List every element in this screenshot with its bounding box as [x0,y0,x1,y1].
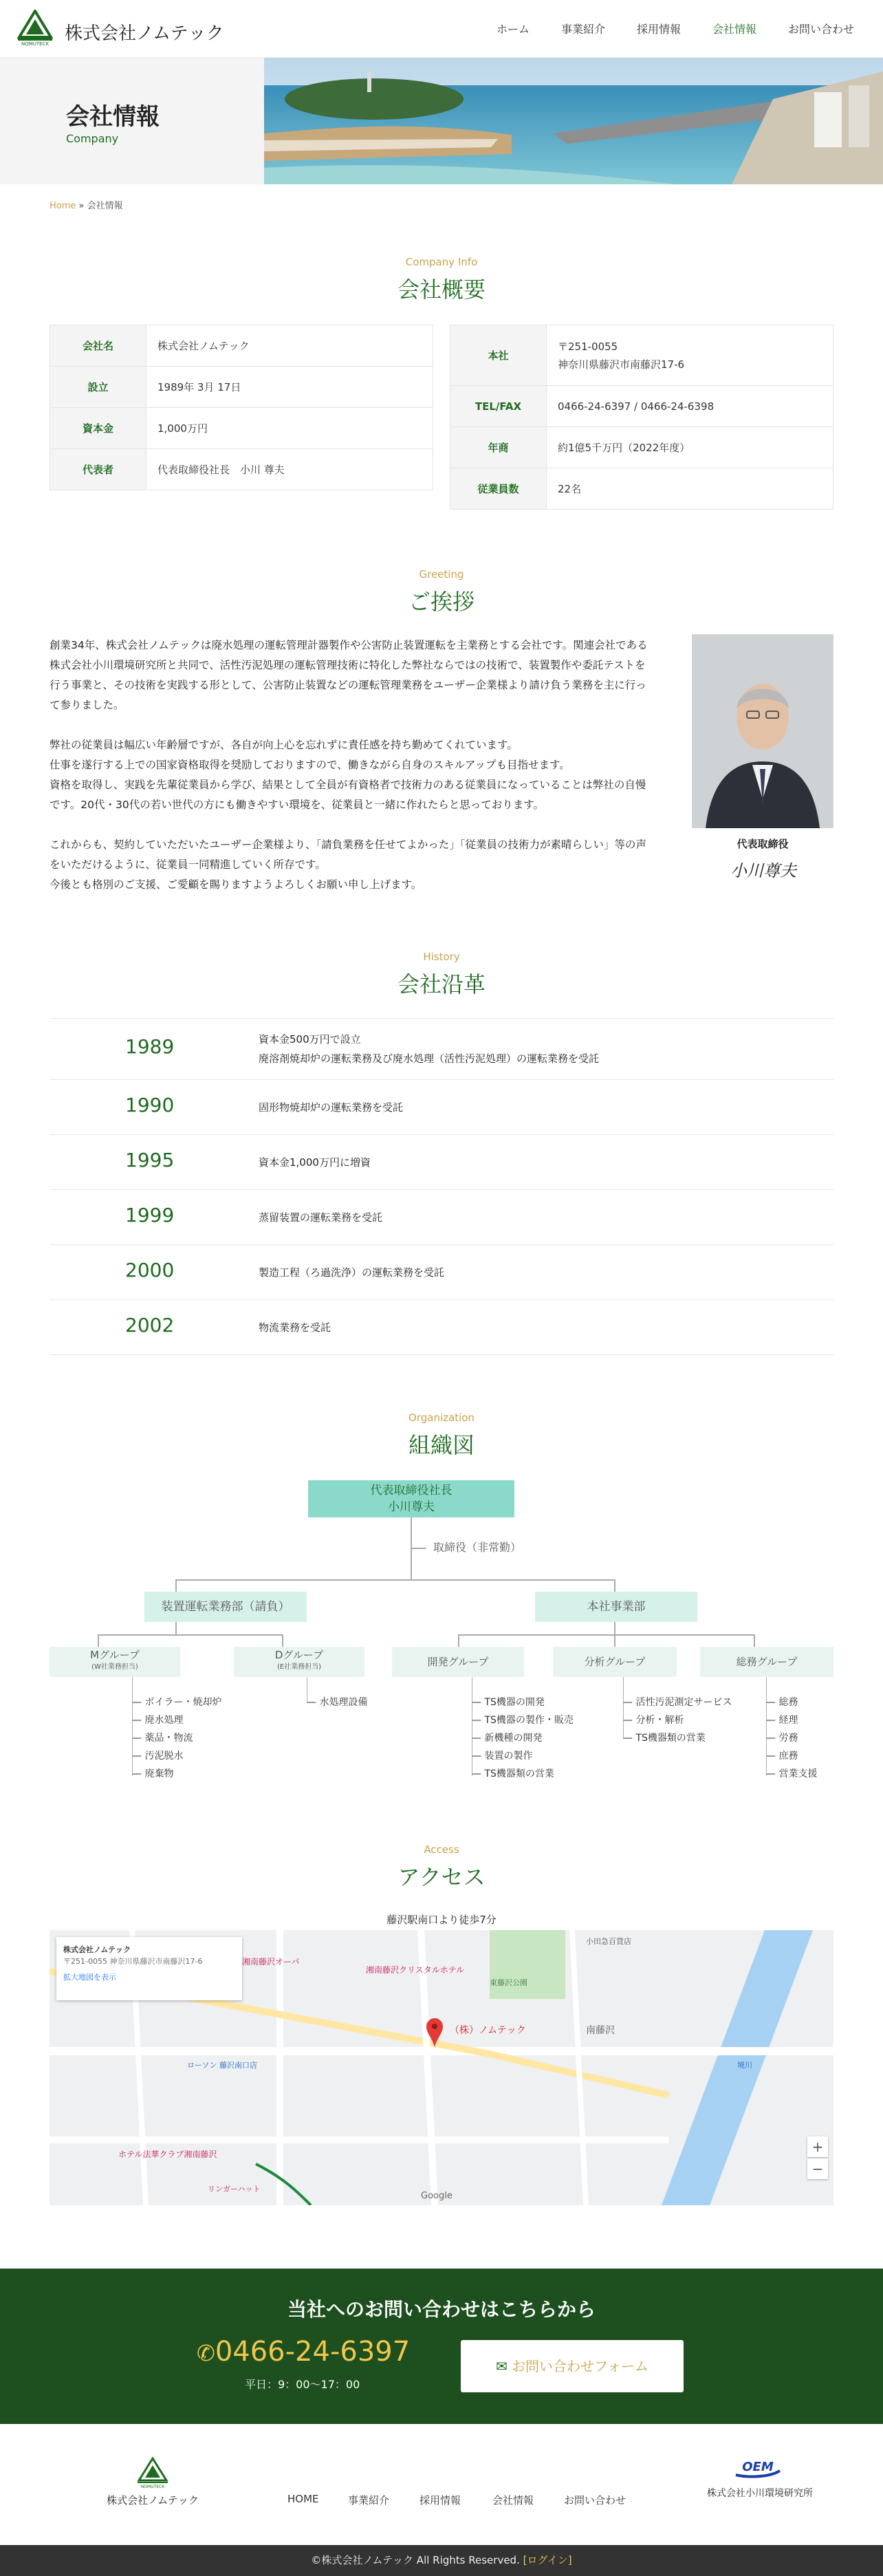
org-label-en: Organization [408,1411,475,1424]
greeting-paragraph [50,735,655,815]
access-title: アクセス [397,1864,486,1890]
org-connector [614,1622,615,1634]
org-group-dev: 開発グループ [392,1647,524,1677]
login-link[interactable]: [ログイン] [523,2554,572,2566]
breadcrumb-home[interactable]: Home [50,201,76,211]
greeting-label-en: Greeting [419,568,464,581]
site-title[interactable]: 株式会社ノムテック [65,23,224,44]
history-text: 製造工程（ろ過洗浄）の運転業務を受託 [259,1266,445,1279]
history-row [50,1245,833,1300]
org-group-general: 総務グループ [700,1647,833,1677]
history-row [50,1018,833,1080]
svg-text:ローソン 藤沢南口店: ローソン 藤沢南口店 [187,2061,258,2070]
org-leaf-list-d: — 水処理設備 [307,1697,368,1708]
history-year: 1990 [125,1094,175,1116]
org-leaf-list-analysis: — 活性汚泥測定サービス — 分析・解析 — TS機器類の営業 [623,1697,732,1744]
history-text: 固形物焼却炉の運転業務を受託 [259,1101,404,1114]
copyright-text: ©株式会社ノムテック All Rights Reserved. [311,2554,520,2566]
company-logo-icon[interactable] [15,10,55,47]
map-zoom-out-button[interactable]: − [807,2158,828,2179]
org-group-d: Dグループ (E社業務担当) [234,1647,364,1677]
footer-nav-recruit[interactable]: 採用情報 [419,2494,461,2507]
mail-icon: ✉ [495,2358,508,2374]
greeting-line: これからも、契約していただいたユーザー企業様より、「請負業務を任せてよかった」「従業員の技術力が素晴らしい」等の声をいただけるように、従業員一同精進していく所存です。 [50,838,647,871]
table-row [450,427,833,468]
org-connector [98,1634,99,1647]
greeting-paragraph [50,835,655,895]
overview-table-right [450,325,833,510]
site-footer [0,2424,883,2545]
history-text: 蒸留装置の運転業務を受託 [259,1211,383,1224]
map-marker-label: （株）ノムテック [450,2025,526,2036]
org-board: 取締役（非常勤） [433,1541,522,1554]
history-row [50,1300,833,1355]
contact-hours: 平日：9：00〜17：00 [245,2378,360,2391]
address: 神奈川県藤沢市南藤沢17-6 [558,358,685,371]
row-key: 設立 [50,367,146,408]
footer-nav-contact[interactable]: お問い合わせ [564,2494,626,2507]
org-connector [175,1579,177,1592]
row-key: 代表者 [50,449,146,490]
table-row [450,325,833,386]
postal-code: 〒251-0055 [558,340,618,353]
org-leaf-list-general: — 総務 — 経理 — 労務 — 庶務 — 営業支援 [766,1697,818,1779]
row-value: 1,000万円 [146,408,433,449]
table-row [50,367,433,408]
org-dept-a: 装置運転業務部（請負） [144,1592,307,1622]
footer-nav-home[interactable]: HOME [287,2493,319,2505]
table-row [450,468,833,510]
hero-coastline-image [264,58,883,184]
site-header [0,0,883,58]
org-connector [754,1634,755,1647]
footer-company-name: 株式会社ノムテック [107,2494,199,2507]
nav-contact[interactable]: お問い合わせ [788,23,855,36]
breadcrumb [50,198,123,211]
org-leaf-list-dev: — TS機器の開発 — TS機器の製作・販売 — 新機種の開発 — 装置の製作 — TS機器類の営業 [472,1697,574,1779]
row-key: 従業員数 [450,468,547,510]
partner-logo-text: OEM [742,2460,774,2474]
org-president-name: 小川尊夫 [388,1500,435,1514]
org-connector [458,1634,459,1647]
map-info-card [56,1937,242,2000]
nav-recruit[interactable]: 採用情報 [637,23,682,36]
org-connector [458,1634,755,1636]
access-label-en: Access [424,1843,459,1856]
org-connector [411,1548,426,1549]
svg-text:小田急百貨店: 小田急百貨店 [586,1937,631,1946]
greeting-text [50,636,655,915]
history-row [50,1190,833,1245]
org-president-title: 代表取締役社長 [370,1484,453,1497]
svg-text:ホテル法華クラブ湘南藤沢: ホテル法華クラブ湘南藤沢 [118,2150,217,2159]
history-label-en: History [423,951,460,963]
overview-table-left [50,325,433,490]
ceo-portrait [692,634,833,828]
org-title: 組織図 [408,1432,475,1458]
org-connector [614,1579,615,1592]
history-year: 1989 [125,1035,175,1058]
footer-logo-caption: NOMUTECK [140,2485,165,2489]
nav-company[interactable]: 会社情報 [712,23,757,36]
org-group-analysis: 分析グループ [553,1647,677,1677]
svg-text:湘南藤沢オーパ: 湘南藤沢オーパ [242,1957,300,1967]
access-note: 藤沢駅南口より徒歩7分 [386,1914,497,1926]
table-row [450,386,833,427]
footer-logo-icon[interactable] [135,2457,171,2489]
partner-name: 株式会社小川環境研究所 [707,2488,813,2499]
org-dept-b: 本社事業部 [535,1592,697,1622]
org-connector [175,1622,177,1634]
svg-text:境川: 境川 [737,2061,752,2070]
copyright-bar [0,2545,883,2576]
contact-form-button[interactable] [461,2340,684,2392]
svg-text:Google: Google [421,2191,453,2201]
google-map[interactable] [50,1930,833,2205]
history-text: 資本金1,000万円に増資 [259,1156,371,1169]
greeting-line: 資格を取得し、実践を先輩従業員から学び、結果として全員が有資格者で技術力のある従業員になっていることは弊社の自慢です。20代・30代の若い世代の方にも働きやすい環境を、従業員と一緒に作れたらと思っております。 [50,779,646,811]
svg-text:東藤沢公園: 東藤沢公園 [490,1978,527,1987]
row-value: 株式会社ノムテック [146,325,433,367]
org-leaf-list-m: — ボイラー・焼却炉 — 廃水処理 — 薬品・物流 — 汚泥脱水 — 廃棄物 [132,1697,222,1779]
history-year: 1995 [125,1149,175,1171]
row-value: 22名 [547,468,833,510]
map-card-address: 〒251-0055 神奈川県藤沢市南藤沢17-6 [63,1957,203,1966]
history-text: 資本金500万円で設立 廃溶剤焼却炉の運転業務及び廃水処理（活性汚泥処理）の運転業務を受託 [259,1033,600,1065]
org-connector [98,1634,283,1636]
page-subtitle: Company [66,132,119,145]
history-text: 物流業務を受託 [259,1321,331,1334]
contact-cta [0,2269,883,2424]
contact-title: 当社へのお問い合わせはこちらから [287,2298,596,2321]
greeting-line: 今後とも格別のご支援、ご愛顧を賜りますようよろしくお願い申し上げます。 [50,878,422,891]
row-key: 本社 [450,325,547,386]
row-key: TEL/FAX [450,386,547,427]
history-year: 1999 [125,1204,175,1226]
svg-text:湘南藤沢クリスタルホテル: 湘南藤沢クリスタルホテル [366,1965,465,1975]
svg-text:小川尊夫: 小川尊夫 [730,861,796,880]
nav-business[interactable]: 事業紹介 [561,23,606,36]
org-connector [282,1634,283,1647]
overview-label-en: Company Info [405,256,478,268]
contact-phone-number[interactable]: 0466-24-6397 [215,2336,411,2368]
history-title: 会社沿革 [397,971,486,997]
row-value: 1989年 3月 17日 [146,367,433,408]
history-year: 2002 [125,1314,175,1336]
row-key: 年商 [450,427,547,468]
org-connector [175,1579,614,1581]
ceo-signature-image [715,857,811,885]
row-key: 資本金 [50,408,146,449]
greeting-line: 弊社の従業員は幅広い年齢層ですが、各自が向上心を忘れずに責任感を持ち勤めてくれています。 [50,739,518,751]
org-group-m: Mグループ (W社業務担当) [50,1647,180,1677]
greeting-line: 仕事を遂行する上での国家資格取得を奨励しておりますので、働きながら自身のスキルアップも目指せます。 [50,759,570,771]
svg-text:南藤沢: 南藤沢 [586,2025,615,2036]
ceo-title: 代表取締役 [737,838,789,850]
partner-logo-icon[interactable] [733,2454,783,2483]
row-value: 0466-24-6397 / 0466-24-6398 [547,386,833,427]
row-key: 会社名 [50,325,146,367]
map-card-link[interactable]: 拡大地図を表示 [63,1973,116,1982]
history-year: 2000 [125,1259,175,1281]
table-row [50,449,433,490]
greeting-title: ご挨拶 [408,589,475,615]
contact-form-label: お問い合わせフォーム [512,2358,649,2374]
history-row [50,1135,833,1190]
greeting-paragraph: 創業34年、株式会社ノムテックは廃水処理の運転管理計器製作や公害防止装置運転を主業務とする会社です。関連会社である株式会社小川環境研究所と共同で、活性汚泥処理の運転管理技術に特化した弊社ならではの技術で、装置製作や委託テストを行う事業と、その技術を実践する形として、公害防止装置などの運転管理業務をユーザー企業様より請け負う業務を主に行って参りました。 [50,639,648,711]
overview-title: 会社概要 [397,277,486,303]
breadcrumb-separator: » [78,201,85,211]
page-title: 会社情報 [66,103,160,131]
table-row [50,408,433,449]
table-row [50,325,433,367]
nav-home[interactable]: ホーム [497,23,530,36]
row-value [547,325,833,386]
row-value: 約1億5千万円（2022年度） [547,427,833,468]
logo-caption: NOMUTECK [21,41,50,47]
org-president-box [308,1480,514,1517]
history-row [50,1080,833,1135]
phone-icon: ✆ [197,2340,215,2366]
footer-nav-business[interactable]: 事業紹介 [348,2494,390,2507]
row-value: 代表取締役社長 小川 尊夫 [146,449,433,490]
contact-phone[interactable] [197,2336,410,2368]
org-connector [614,1634,615,1647]
svg-text:リンガーハット: リンガーハット [208,2185,261,2194]
map-card-title: 株式会社ノムテック [63,1945,131,1954]
breadcrumb-current: 会社情報 [87,201,123,211]
map-zoom-in-button[interactable]: + [807,2136,828,2157]
footer-nav-company[interactable]: 会社情報 [492,2494,534,2507]
